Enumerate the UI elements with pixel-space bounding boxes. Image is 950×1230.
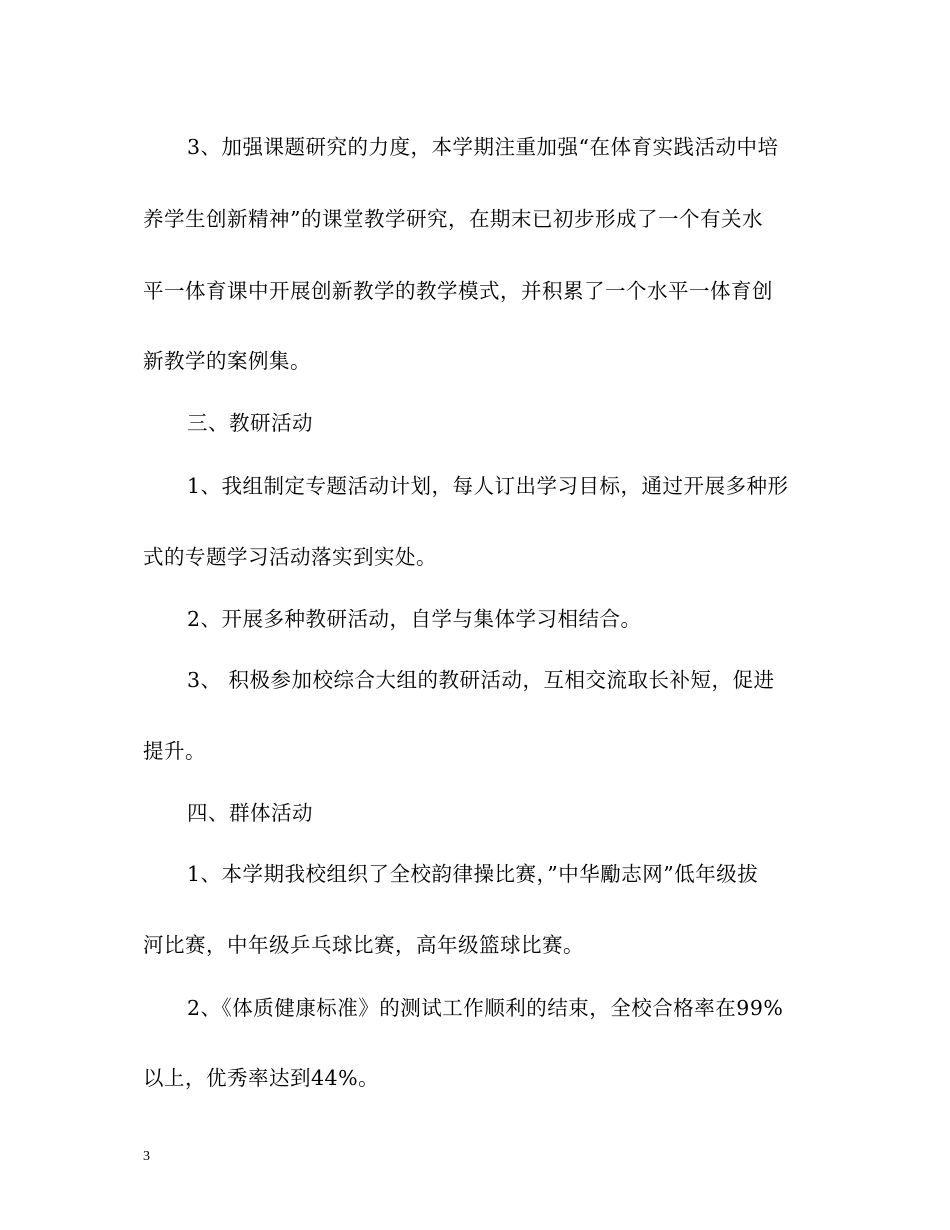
paragraph-line: 新教学的案例集。 bbox=[143, 349, 311, 373]
paragraph-line: 养学生创新精神”的课堂教学研究，在期末已初步形成了一个有关水 bbox=[143, 207, 763, 231]
paragraph-line: 以上，优秀率达到44%。 bbox=[143, 1066, 380, 1090]
section-heading: 四、群体活动 bbox=[187, 801, 313, 825]
paragraph-line: 2、《体质健康标准》的测试工作顺利的结束，全校合格率在99% bbox=[187, 996, 784, 1020]
paragraph-line: 1、我组制定专题活动计划，每人订出学习目标，通过开展多种形 bbox=[187, 474, 789, 498]
paragraph-line: 2、开展多种教研活动，自学与集体学习相结合。 bbox=[187, 607, 642, 631]
paragraph-line: 3、 积极参加校综合大组的教研活动，互相交流取长补短，促进 bbox=[187, 668, 775, 692]
page-number: 3 bbox=[143, 1149, 150, 1164]
paragraph-line: 提升。 bbox=[143, 739, 206, 763]
paragraph-line: 河比赛，中年级乒乓球比赛，高年级篮球比赛。 bbox=[143, 933, 584, 957]
paragraph-line: 1、本学期我校组织了全校韵律操比赛，”中华勵志网”低年级拔 bbox=[187, 862, 759, 886]
paragraph-line: 平一体育课中开展创新教学的教学模式，并积累了一个水平一体育创 bbox=[143, 279, 773, 303]
paragraph-line: 3、加强课题研究的力度，本学期注重加强“在体育实践活动中培 bbox=[187, 135, 779, 159]
section-heading: 三、教研活动 bbox=[187, 411, 313, 435]
paragraph-line: 式的专题学习活动落实到实处。 bbox=[143, 545, 437, 569]
